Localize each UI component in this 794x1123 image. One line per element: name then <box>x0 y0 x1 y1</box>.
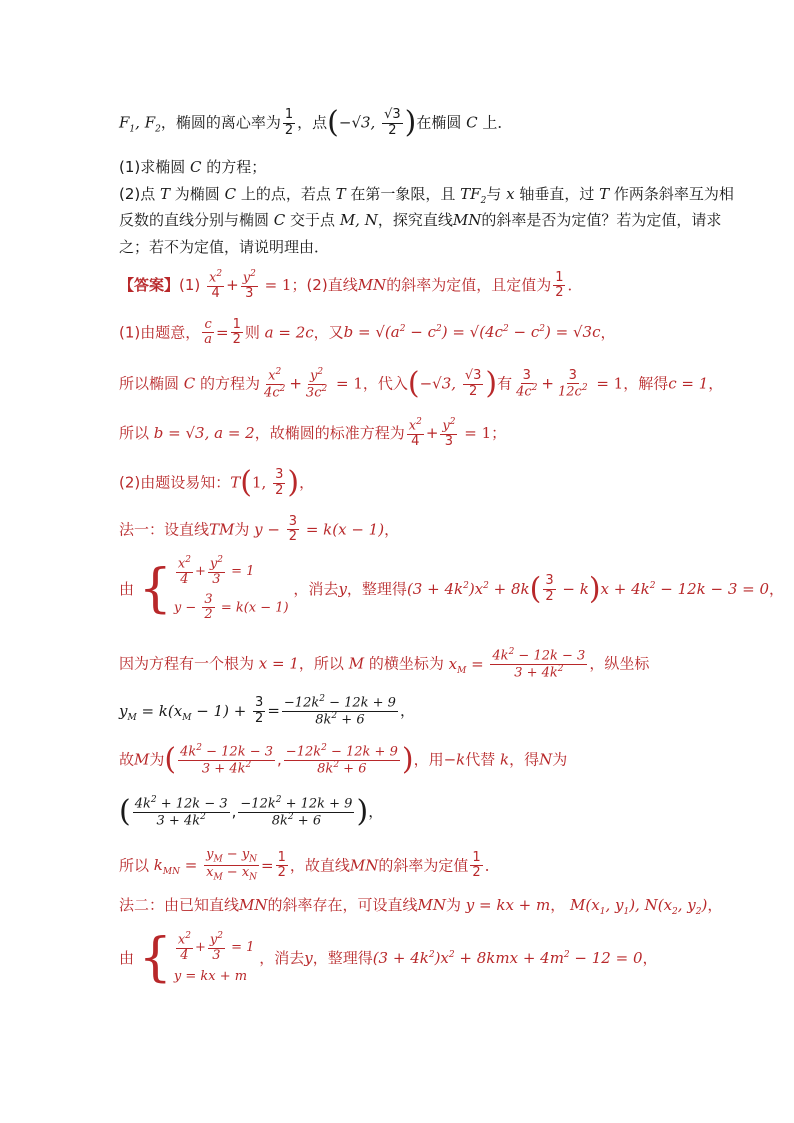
method-1-line: 法一：设直线TM为 y − $\frac{3}{2}$ = k(x − 1)， <box>119 514 400 545</box>
slope-conclusion-line: 所以 $k_{MN}$ = $\frac{y_M - y_N}{x_M - x_N}$ = $\frac{1}{2}$ ，故直线MN的斜率为定值 $\frac{1}{2}$ ． <box>119 847 500 884</box>
problem-line-1: $F_1$, $F_2$，椭圆的离心率为 $\frac{1}{2}$ ，点(−√3, $\frac{√3}{2}$ )在椭圆 C 上． <box>119 105 513 140</box>
method-2-line: 法二：由已知直线MN的斜率存在，可设直线MN为 y = kx + m， $M(x_1$, $y_1$), $N(x_2$, $y_2$)， <box>119 896 723 917</box>
question-2-line-2: 反数的直线分别与椭圆 C 交于点 M, N，探究直线MN的斜率是否为定值？若为定值，请求 <box>119 211 722 229</box>
point-n-line: ( $\frac{4k^2 + 12k - 3}{3 + 4k^2}$ , $\frac{-12k^2 + 12k + 9}{8k^2 + 6}$ )， <box>119 794 384 830</box>
solution-line-1: (1)由题意， $\frac{c}{a}$ = $\frac{1}{2}$ 则 a = 2c，又$b = √(a^2 - c^2) = √(4c^2 - c^2) = √3c$， <box>119 317 616 348</box>
y-coordinate-line: $y_M = k(x_M - 1)$ + $\frac{3}{2}$ = $\frac{-12k^2 - 12k + 9}{8k^2 + 6}$ ， <box>119 694 415 727</box>
solution-line-3: 所以 b = √3, a = 2，故椭圆的标准方程为 $\frac{x^2}{4}$ + $\frac{y^2}{3}$ = 1； <box>119 417 507 449</box>
answer-line: 【答案】(1) $\frac{x^2}{4}$ + $\frac{y^2}{3}$ = 1；(2)直线MN的斜率为定值，且定值为 $\frac{1}{2}$ ． <box>119 269 583 301</box>
system-2-line: 由 { $\frac{x^2}{4}$ + $\frac{y^2}{3}$ = 1 y = kx + m ，消去y，整理得$(3 + 4k^2)x^2 + 8kmx + 4m^2 - 12 = 0$， <box>119 928 658 989</box>
root-line: 因为方程有一个根为 x = 1，所以 M 的横坐标为 $x_M$ = $\frac{4k^2 - 12k - 3}{3 + 4k^2}$ ，纵坐标 <box>119 647 650 680</box>
question-2-line-1: (2)点 T 为椭圆 C 上的点，若点 T 在第一象限，且 $TF_2$与 x 轴垂直，过 T 作两条斜率互为相 <box>119 185 734 206</box>
solution-line-4: (2)由题设易知：T(1, $\frac{3}{2}$ )， <box>119 465 315 500</box>
point-m-line: 故M为( $\frac{4k^2 - 12k - 3}{3 + 4k^2}$ , $\frac{-12k^2 - 12k + 9}{8k^2 + 6}$ )，用−k代替 k，得N为 <box>119 742 568 778</box>
solution-line-2: 所以椭圆 C 的方程为 $\frac{x^2}{4c^2}$ + $\frac{y^2}{3c^2}$ = 1，代入(−√3, $\frac{√3}{2}$ )有 $\frac{3}{4c^2}$ + $\frac{3}{12c^2}$ = 1，解得c = 1， <box>119 366 724 402</box>
question-1: (1)求椭圆 C 的方程； <box>119 158 267 176</box>
question-2-line-3: 之；若不为定值，请说明理由． <box>119 238 330 256</box>
system-1-line: 由 { $\frac{x^2}{4}$ + $\frac{y^2}{3}$ = 1 y − $\frac{3}{2}$ = k(x − 1) ，消去y，整理得$(3 + 4k^2)x^2 + 8k$( $\frac{3}{2}$ − $k)x + 4k^2 - 12k - 3 = 0$， <box>119 555 785 623</box>
